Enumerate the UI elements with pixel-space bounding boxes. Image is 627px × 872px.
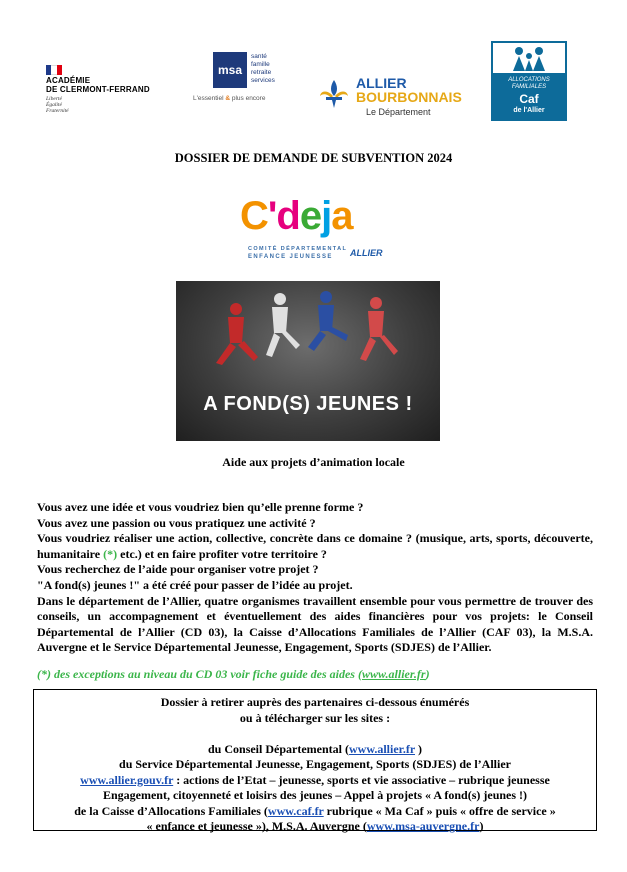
allier-logo	[318, 70, 486, 122]
caf-link[interactable]: www.caf.fr	[267, 803, 324, 818]
download-info-box	[33, 689, 597, 831]
caf-line2: FAMILIALES	[511, 84, 547, 90]
box-line: du Service Départemental Jeunesse, Engagement, Sports (SDJES) de l’Allier	[119, 757, 511, 771]
msa-lines: santé famille retraite services	[251, 53, 275, 84]
box-line: « enfance et jeunesse »), M.S.A. Auvergne (www.msa-auvergne.fr)	[146, 819, 484, 833]
academie-name: ACADÉMIE DE CLERMONT-FERRAND	[46, 76, 150, 94]
subtitle: Aide aux projets d’animation locale	[222, 455, 405, 469]
cdeja-letter: a	[331, 194, 353, 238]
box-line: de la Caisse d’Allocations Familiales (www.caf.fr rubrique « Ma Caf » puis « offre de service »	[74, 803, 556, 818]
caf-brand: Caf	[519, 92, 539, 106]
exception-marker: (*)	[103, 546, 118, 561]
cdeja-logo	[240, 193, 400, 273]
msa-logo	[193, 52, 308, 104]
hero-photo	[176, 281, 440, 441]
intro-text	[37, 500, 593, 656]
cdeja-wordmark	[240, 193, 352, 239]
caf-logo	[491, 41, 567, 121]
allier-line1: ALLIER	[356, 75, 407, 91]
hero-banner: A FOND(S) JEUNES !	[203, 393, 413, 415]
academie-logo	[46, 60, 176, 120]
allier-line2: BOURBONNAIS	[356, 89, 462, 105]
cdeja-letter: j	[321, 194, 332, 238]
cdeja-letter: d	[276, 194, 300, 238]
academie-motto: Liberté Égalité Fraternité	[46, 96, 69, 114]
msa-tagline: L'essentiel & plus encore	[193, 95, 266, 102]
cdeja-letter: e	[299, 194, 322, 238]
cdeja-letter: C	[240, 194, 268, 238]
allier-line3: Le Département	[366, 107, 431, 117]
intro-line: Vous voudriez réaliser une action, collective, concrète dans ce domaine ? (musique, arts, sports, découverte, humanitaire (*) etc.) et en faire profiter votre territoire ?	[37, 531, 593, 561]
caf-sub: de l'Allier	[513, 107, 545, 114]
exception-note: (*) des exceptions au niveau du CD 03 voir fiche guide des aides (www.allier.fr)	[37, 667, 430, 681]
document-title: DOSSIER DE DEMANDE DE SUBVENTION 2024	[174, 151, 453, 165]
intro-line: Vous avez une idée et vous voudriez bien qu’elle prenne forme ?	[37, 500, 364, 514]
box-line: ou à télécharger sur les sites :	[239, 710, 391, 725]
allier-gouv-link[interactable]: www.allier.gouv.fr	[80, 772, 174, 787]
intro-line: Vous recherchez de l’aide pour organiser votre projet ?	[37, 562, 319, 577]
french-flag-icon	[46, 62, 62, 72]
allier-link[interactable]: www.allier.fr	[349, 741, 415, 756]
cdeja-letter: '	[267, 194, 277, 238]
box-line: Engagement, citoyenneté et loisirs des jeunes – Appel à projets « A fond(s) jeunes !)	[102, 788, 528, 802]
caf-family-icon	[491, 41, 567, 75]
box-line: Dossier à retirer auprès des partenaires ci-dessous énumérés	[160, 695, 470, 709]
cdeja-sub2: ENFANCE JEUNESSE	[248, 254, 333, 260]
cdeja-allier: ALLIER	[350, 248, 383, 258]
caf-line1: ALLOCATIONS	[508, 77, 550, 83]
box-line: www.allier.gouv.fr : actions de l’Etat – jeunesse, sports et vie associative – rubrique jeunesse	[80, 772, 550, 787]
box-line: du Conseil Départemental (www.allier.fr )	[208, 741, 422, 756]
intro-paragraph: Dans le département de l’Allier, quatre organismes travaillent ensemble pour vous permettre de trouver des conseils, un accompagnement et éventuellement des aides financières pour vos projets: le Conseil Départemental de l’Allier (CD 03), la Caisse d’Allocations Familiales de l’Allier (CAF 03), la M.S.A. Auvergne et le Service Départemental Jeunesse, Engagement, Sports (SDJES) de l’Allier.	[37, 593, 593, 655]
jumping-people-illustration	[176, 281, 440, 393]
cdeja-sub1: COMITÉ DÉPARTEMENTAL	[248, 246, 348, 252]
msa-link[interactable]: www.msa-auvergne.fr	[366, 819, 480, 833]
intro-line: Vous avez une passion ou vous pratiquez une activité ?	[37, 515, 316, 530]
fleur-de-lys-icon	[318, 78, 350, 110]
msa-box: msa	[213, 52, 247, 88]
intro-line: "A fond(s) jeunes !" a été créé pour passer de l’idée au projet.	[37, 577, 353, 592]
allier-link[interactable]: www.allier.fr	[361, 667, 426, 681]
